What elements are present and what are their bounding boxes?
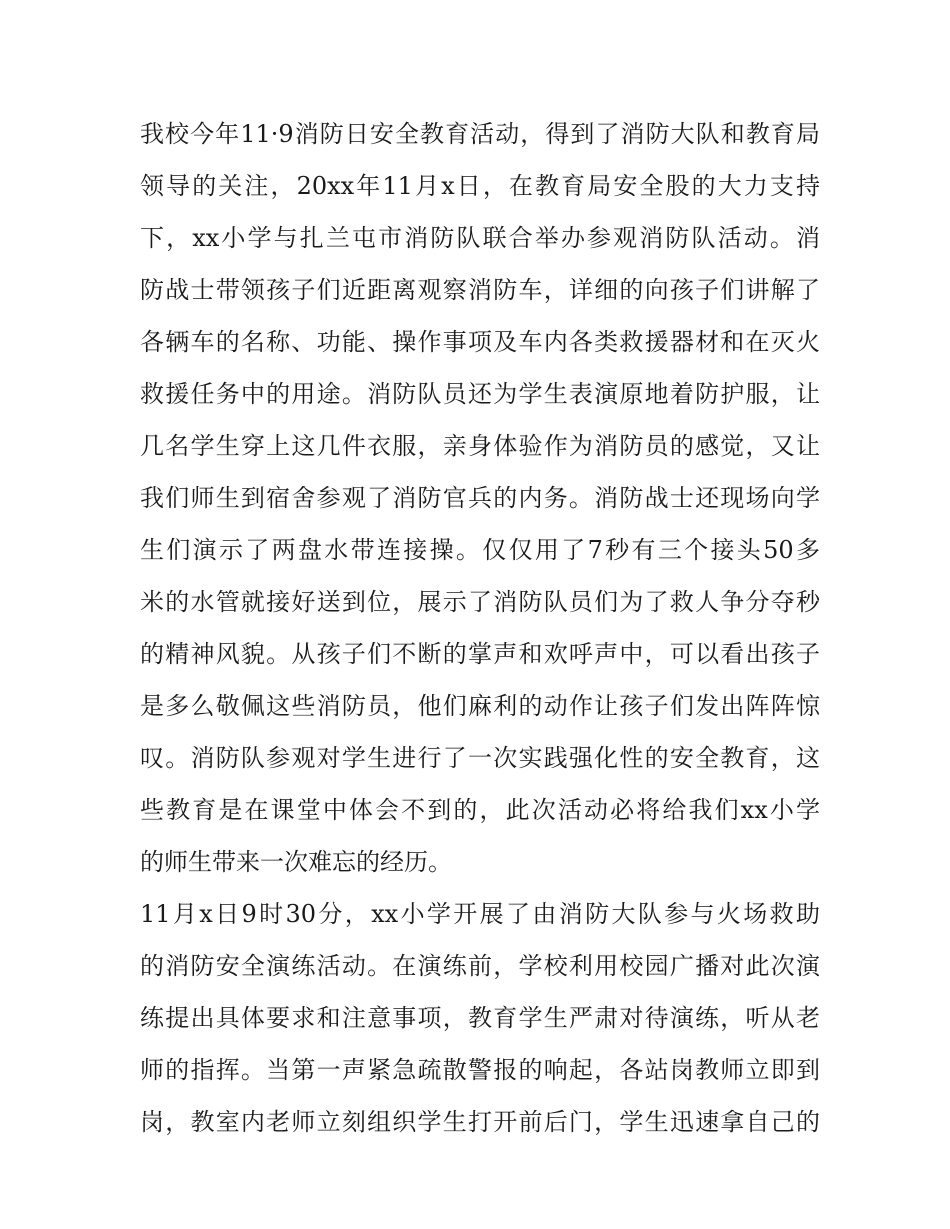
text-line: 防战士带领孩子们近距离观察消防车，详细的向孩子们讲解了 [140,276,820,304]
text-line: 练提出具体要求和注意事项，教育学生严肃对待演练，听从老 [140,1004,820,1032]
text-line: 我们师生到宿舍参观了消防官兵的内务。消防战士还现场向学 [140,484,820,512]
paragraph-fire-drill [140,888,820,1148]
text-line: 11月x日9时30分，xx小学开展了由消防大队参与火场救助 [140,900,820,928]
text-line: 岗，教室内老师立刻组织学生打开前后门，学生迅速拿自己的 [140,1108,820,1136]
text-line: 是多么敬佩这些消防员，他们麻利的动作让孩子们发出阵阵惊 [140,692,820,720]
text-line: 我校今年11·9消防日安全教育活动，得到了消防大队和教育局 [140,120,820,148]
text-line: 救援任务中的用途。消防队员还为学生表演原地着防护服，让 [140,380,820,408]
text-line: 些教育是在课堂中体会不到的，此次活动必将给我们xx小学 [140,796,820,824]
text-line: 领导的关注，20xx年11月x日，在教育局安全股的大力支持 [140,172,820,200]
text-line: 的师生带来一次难忘的经历。 [140,848,452,876]
text-line: 的精神风貌。从孩子们不断的掌声和欢呼声中，可以看出孩子 [140,640,820,668]
text-line: 的消防安全演练活动。在演练前，学校利用校园广播对此次演 [140,952,820,980]
document-body [140,108,820,1148]
text-line: 师的指挥。当第一声紧急疏散警报的响起，各站岗教师立即到 [140,1056,820,1084]
text-line: 米的水管就接好送到位，展示了消防队员们为了救人争分夺秒 [140,588,820,616]
text-line: 下，xx小学与扎兰屯市消防队联合举办参观消防队活动。消 [140,224,820,252]
text-line: 叹。消防队参观对学生进行了一次实践强化性的安全教育，这 [140,744,820,772]
paragraph-school-visit [140,108,820,888]
text-line: 几名学生穿上这几件衣服，亲身体验作为消防员的感觉，又让 [140,432,820,460]
text-line: 生们演示了两盘水带连接操。仅仅用了7秒有三个接头50多 [140,536,820,564]
text-line: 各辆车的名称、功能、操作事项及车内各类救援器材和在灭火 [140,328,820,356]
